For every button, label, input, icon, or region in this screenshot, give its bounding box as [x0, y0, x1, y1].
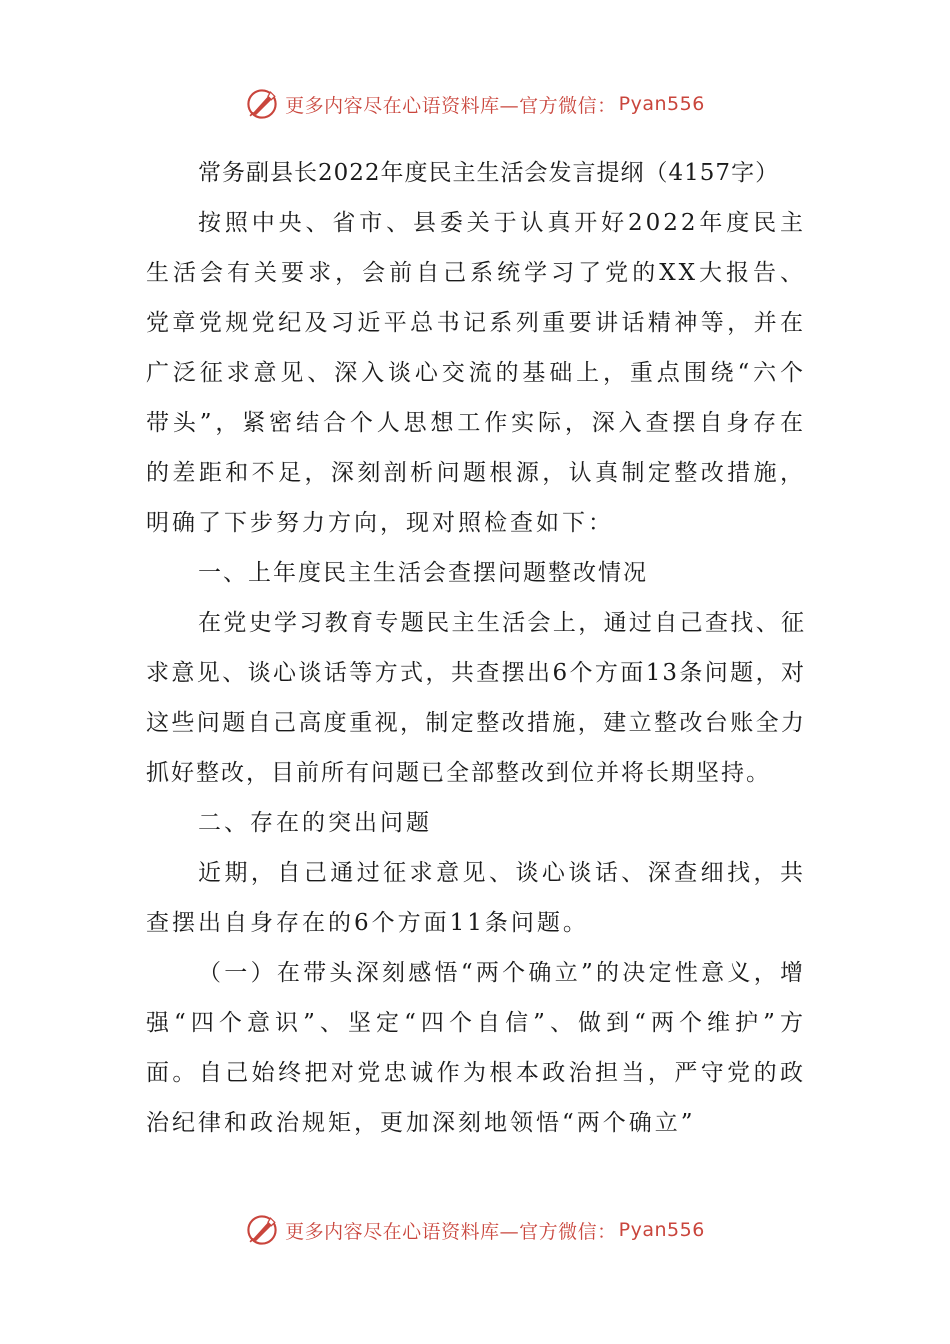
section-heading-2: 二、存在的突出问题	[198, 810, 432, 836]
section-heading-1: 一、上年度民主生活会查摆问题整改情况	[198, 560, 648, 586]
watermark-wechat-id: Pyan556	[618, 93, 705, 115]
watermark-footer	[0, 1210, 950, 1250]
document-body	[146, 148, 806, 1148]
pen-logo-icon	[245, 87, 279, 121]
subsection-1-paragraph: （一）在带头深刻感悟“两个确立”的决定性意义，增强“四个意识”、坚定“四个自信”、做到“两个维护”方面。自己始终把对党忠诚作为根本政治担当，严守党的政治纪律和政治规矩，更加深刻地领悟“两个确立”	[146, 960, 806, 1136]
watermark-wechat-id: Pyan556	[618, 1219, 705, 1241]
section-1-paragraph: 在党史学习教育专题民主生活会上，通过自己查找、征求意见、谈心谈话等方式，共查摆出6个方面13条问题，对这些问题自己高度重视，制定整改措施，建立整改台账全力抓好整改，目前所有问题已全部整改到位并将长期坚持。	[146, 610, 806, 786]
pen-logo-icon	[245, 1213, 279, 1247]
watermark-text: 更多内容尽在心语资料库—官方微信：	[285, 94, 617, 117]
intro-paragraph: 按照中央、省市、县委关于认真开好2022年度民主生活会有关要求，会前自己系统学习了党的XX大报告、党章党规党纪及习近平总书记系列重要讲话精神等，并在广泛征求意见、深入谈心交流的基础上，重点围绕“六个带头”，紧密结合个人思想工作实际，深入查摆自身存在的差距和不足，深刻剖析问题根源，认真制定整改措施，明确了下步努力方向，现对照检查如下：	[146, 210, 806, 536]
watermark-header	[0, 84, 950, 124]
section-2-paragraph: 近期，自己通过征求意见、谈心谈话、深查细找，共查摆出自身存在的6个方面11条问题。	[146, 860, 806, 936]
watermark-text: 更多内容尽在心语资料库—官方微信：	[285, 1220, 617, 1243]
document-title: 常务副县长2022年度民主生活会发言提纲（4157字）	[198, 160, 780, 186]
